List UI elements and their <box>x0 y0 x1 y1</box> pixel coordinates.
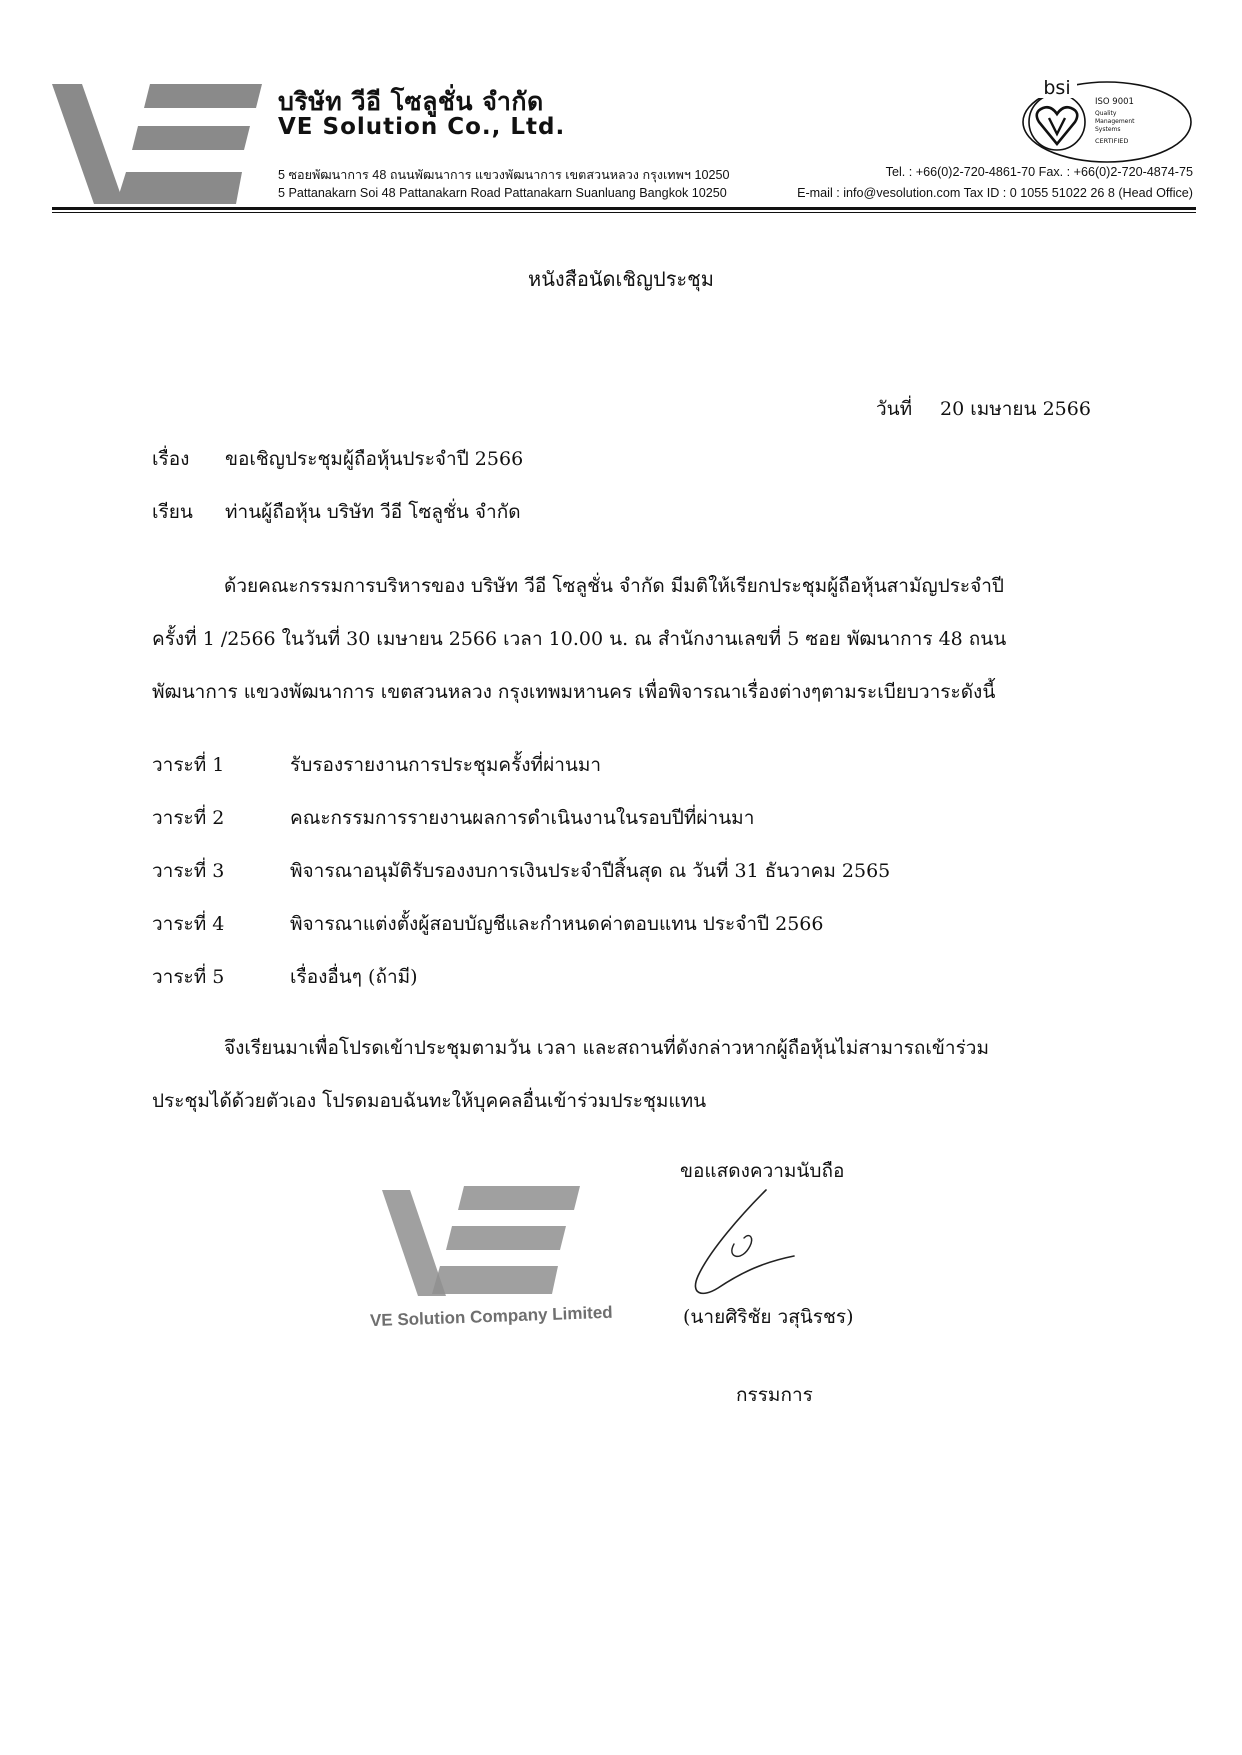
paragraph-1-line-1: ด้วยคณะกรรมการบริหารของ บริษัท วีอี โซลูชั่น จำกัด มีมติให้เรียกประชุมผู้ถือหุ้นสามัญประจำปี <box>224 575 1004 597</box>
agenda-number: วาระที่ 3 <box>152 860 225 882</box>
header-divider-thin <box>52 212 1196 213</box>
date-label: วันที่ <box>876 398 913 420</box>
kitemark-icon <box>1037 107 1078 144</box>
address-en: 5 Pattanakarn Soi 48 Pattanakarn Road Pattanakarn Suanluang Bangkok 10250 <box>278 186 727 200</box>
letter-title: หนังสือนัดเชิญประชุม <box>528 267 714 291</box>
agenda-number: วาระที่ 4 <box>152 913 225 935</box>
bsi-certification-badge <box>1015 74 1193 166</box>
paragraph-2-line-2: ประชุมได้ด้วยตัวเอง โปรดมอบฉันทะให้บุคคลอื่นเข้าร่วมประชุมแทน <box>152 1090 707 1112</box>
signer-name: (นายศิริชัย วสุนิรชร) <box>683 1306 854 1328</box>
company-name-th: บริษัท วีอี โซลูชั่น จำกัด <box>278 87 544 116</box>
signature <box>680 1180 810 1305</box>
svg-text:Quality: Quality <box>1095 110 1117 117</box>
contact-phone-fax: Tel. : +66(0)2-720-4861-70 Fax. : +66(0)2-720-4874-75 <box>885 165 1193 179</box>
stamp-text: VE Solution Company Limited <box>369 1302 613 1330</box>
paragraph-1-line-3: พัฒนาการ แขวงพัฒนาการ เขตสวนหลวง กรุงเทพมหานคร เพื่อพิจารณาเรื่องต่างๆตามระเบียบวาระดังนี้ <box>152 681 996 703</box>
agenda-number: วาระที่ 1 <box>152 754 225 776</box>
subject-text: ขอเชิญประชุมผู้ถือหุ้นประจำปี 2566 <box>225 448 524 470</box>
signer-position: กรรมการ <box>736 1384 813 1406</box>
company-stamp <box>360 1180 620 1330</box>
bsi-brand: bsi <box>1043 77 1071 99</box>
closing-salutation: ขอแสดงความนับถือ <box>680 1160 845 1182</box>
paragraph-2-line-1: จึงเรียนมาเพื่อโปรดเข้าประชุมตามวัน เวลา และสถานที่ดังกล่าวหากผู้ถือหุ้นไม่สามารถเข้าร่วม <box>224 1037 989 1059</box>
agenda-text: เรื่องอื่นๆ (ถ้ามี) <box>290 966 418 988</box>
header-divider <box>52 207 1196 210</box>
agenda-number: วาระที่ 2 <box>152 807 225 829</box>
address-th: 5 ซอยพัฒนาการ 48 ถนนพัฒนาการ แขวงพัฒนาการ เขตสวนหลวง กรุงเทพฯ 10250 <box>278 168 730 182</box>
cert-standard: ISO 9001 <box>1095 97 1134 107</box>
agenda-text: พิจารณาแต่งตั้งผู้สอบบัญชีและกำหนดค่าตอบแทน ประจำปี 2566 <box>290 913 824 935</box>
contact-email-taxid: E-mail : info@vesolution.com Tax ID : 0 1055 51022 26 8 (Head Office) <box>797 186 1193 200</box>
cert-status: CERTIFIED <box>1095 137 1129 145</box>
agenda-text: รับรองรายงานการประชุมครั้งที่ผ่านมา <box>290 754 602 776</box>
date-value: 20 เมษายน 2566 <box>940 398 1091 420</box>
company-name-en: VE Solution Co., Ltd. <box>278 114 566 140</box>
agenda-text: คณะกรรมการรายงานผลการดำเนินงานในรอบปีที่ผ่านมา <box>290 807 755 829</box>
recipient-text: ท่านผู้ถือหุ้น บริษัท วีอี โซลูชั่น จำกัด <box>225 501 521 523</box>
svg-text:Systems: Systems <box>1095 126 1121 133</box>
company-logo <box>52 80 262 208</box>
agenda-number: วาระที่ 5 <box>152 966 225 988</box>
agenda-text: พิจารณาอนุมัติรับรองงบการเงินประจำปีสิ้นสุด ณ วันที่ 31 ธันวาคม 2565 <box>290 860 891 882</box>
recipient-label: เรียน <box>152 501 193 523</box>
paragraph-1-line-2: ครั้งที่ 1 /2566 ในวันที่ 30 เมษายน 2566 เวลา 10.00 น. ณ สำนักงานเลขที่ 5 ซอย พัฒนาการ 48 ถนน <box>152 628 1007 650</box>
subject-label: เรื่อง <box>152 448 190 470</box>
svg-text:Management: Management <box>1095 118 1135 125</box>
